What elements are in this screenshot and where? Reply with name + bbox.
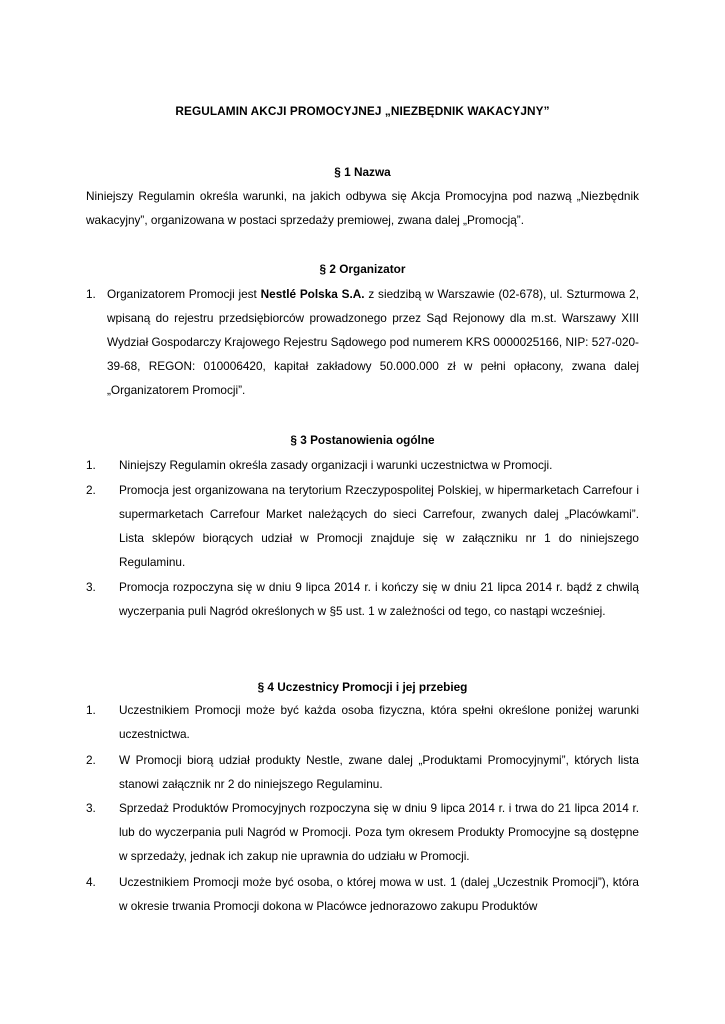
item-number: 1. xyxy=(86,703,96,717)
item-text: W Promocji biorą udział produkty Nestle, zwane dalej „Produktami Promocyjnymi”, których lista stanowi załącznik nr 2 do niniejszego Regulaminu. xyxy=(119,753,639,791)
section-4-item-1 xyxy=(86,698,639,746)
section-2-heading: § 2 Organizator xyxy=(319,262,406,276)
item-number: 1. xyxy=(86,458,96,472)
section-3-item-2 xyxy=(86,478,639,574)
item-text: Uczestnikiem Promocji może być każda osoba fizyczna, która spełni określone poniżej warunki uczestnictwa. xyxy=(119,703,639,741)
organizer-name: Nestlé Polska S.A. xyxy=(260,287,365,301)
item-text: Niniejszy Regulamin określa zasady organizacji i warunki uczestnictwa w Promocji. xyxy=(119,458,553,472)
item-text: Uczestnikiem Promocji może być osoba, o której mowa w ust. 1 (dalej „Uczestnik Promocji”), która w okresie trwania Promocji dokona w Placówce jednorazowo zakupu Produktów xyxy=(119,875,639,913)
section-4-item-3 xyxy=(86,796,639,868)
section-4-item-2 xyxy=(86,748,639,796)
item-text xyxy=(107,282,639,402)
item-text-pre: Organizatorem Promocji jest xyxy=(107,287,261,301)
section-3-item-1 xyxy=(86,453,639,477)
item-number: 2. xyxy=(86,483,96,497)
document-title: REGULAMIN AKCJI PROMOCYJNEJ „NIEZBĘDNIK WAKACYJNY” xyxy=(175,104,550,118)
item-number: 4. xyxy=(86,875,96,889)
item-text-post: z siedzibą w Warszawie (02-678), ul. Szturmowa 2, wpisaną do rejestru przedsiębiorców prowadzonego przez Sąd Rejonowy dla m.st. Warszawy XIII Wydział Gospodarczy Krajowego Rejestru Sądowego pod numerem KRS 0000025166, NIP: 527-020-39-68, REGON: 010006420, kapitał zakładowy 50.000.000 zł w pełni opłacony, zwana dalej „Organizatorem Promocji”. xyxy=(107,287,639,397)
section-1-heading: § 1 Nazwa xyxy=(334,165,391,179)
item-text: Promocja rozpoczyna się w dniu 9 lipca 2014 r. i kończy się w dniu 21 lipca 2014 r. bądź z chwilą wyczerpania puli Nagród określonych w §5 ust. 1 w zależności od tego, co nastąpi wcześniej. xyxy=(119,580,639,618)
item-number: 3. xyxy=(86,801,96,815)
item-number: 2. xyxy=(86,753,96,767)
section-3-heading: § 3 Postanowienia ogólne xyxy=(290,433,435,447)
section-1-text: Niniejszy Regulamin określa warunki, na jakich odbywa się Akcja Promocyjna pod nazwą „Niezbędnik wakacyjny”, organizowana w postaci sprzedaży premiowej, zwana dalej „Promocją”. xyxy=(86,189,639,227)
section-3-item-3 xyxy=(86,575,639,623)
item-number: 1. xyxy=(86,287,96,301)
section-4-heading: § 4 Uczestnicy Promocji i jej przebieg xyxy=(257,680,468,694)
item-number: 3. xyxy=(86,580,96,594)
section-2-item-1 xyxy=(86,282,639,402)
item-text: Sprzedaż Produktów Promocyjnych rozpoczyna się w dniu 9 lipca 2014 r. i trwa do 21 lipca 2014 r. lub do wyczerpania puli Nagród w Promocji. Poza tym okresem Produkty Promocyjne są dostępne w sprzedaży, jednak ich zakup nie uprawnia do udziału w Promocji. xyxy=(119,801,639,863)
item-text: Promocja jest organizowana na terytorium Rzeczypospolitej Polskiej, w hipermarketach Carrefour i supermarketach Carrefour Market należących do sieci Carrefour, zwanych dalej „Placówkami”. Lista sklepów biorących udział w Promocji znajduje się w załączniku nr 1 do niniejszego Regulaminu. xyxy=(119,483,639,569)
section-4-item-4 xyxy=(86,870,639,918)
